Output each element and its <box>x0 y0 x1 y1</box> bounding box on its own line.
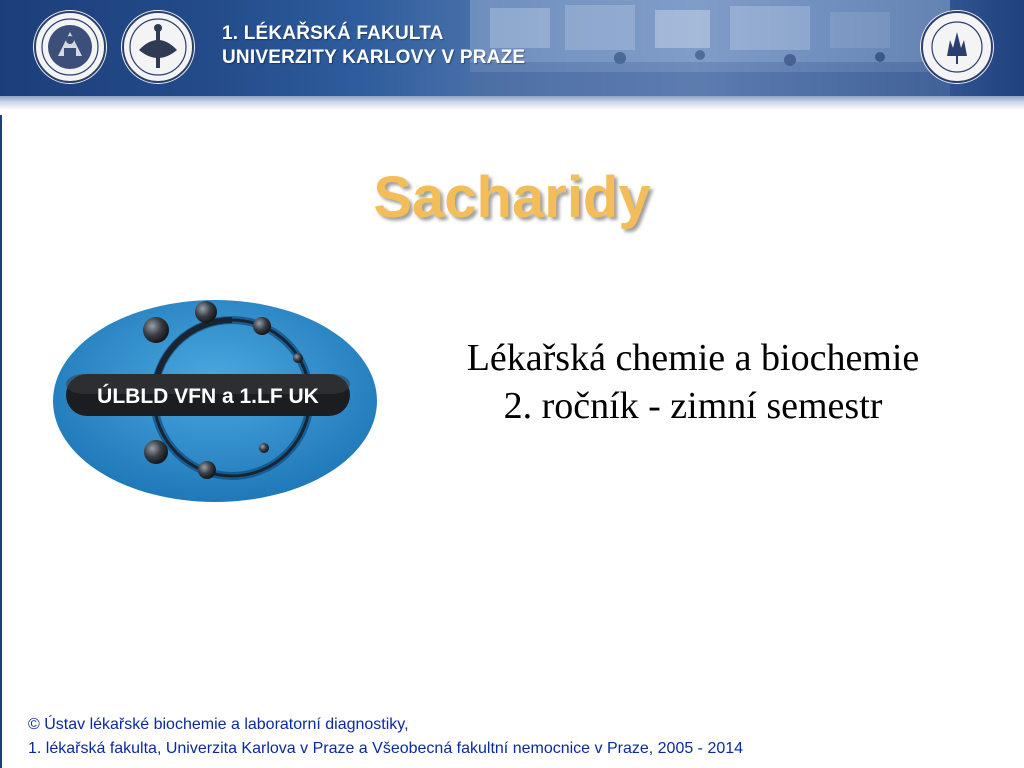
subtitle-line1: Lékařská chemie a biochemie <box>466 337 920 379</box>
slide-title: Sacharidy <box>373 165 651 230</box>
subtitle <box>400 334 986 430</box>
charles-university-seal-icon <box>33 10 107 84</box>
faculty-title-line1: 1. LÉKAŘSKÁ FAKULTA <box>222 23 444 44</box>
faculty-title-line2: UNIVERZITY KARLOVY V PRAZE <box>222 47 526 68</box>
footer-line2: 1. lékařská fakulta, Univerzita Karlova v Praze a Všeobecná fakultní nemocnice v Praze, 2005 - 2014 <box>28 740 744 757</box>
footer-line1: © Ústav lékařské biochemie a laboratorní diagnostiky, <box>28 716 409 733</box>
hospital-seal-icon <box>920 10 994 84</box>
molecule-orbit-logo-icon <box>52 298 378 504</box>
faculty-seal-icon <box>121 10 195 84</box>
header-shadow <box>0 96 1024 110</box>
subtitle-line2: 2. ročník - zimní semestr <box>503 385 883 427</box>
lab-photo-background <box>470 0 950 100</box>
dept-logo-text: ÚLBLD VFN a 1.LF UK <box>97 385 319 408</box>
dept-logo <box>52 298 378 504</box>
copyright-footer <box>28 713 743 761</box>
header-banner <box>0 0 1024 100</box>
faculty-title <box>222 22 525 70</box>
